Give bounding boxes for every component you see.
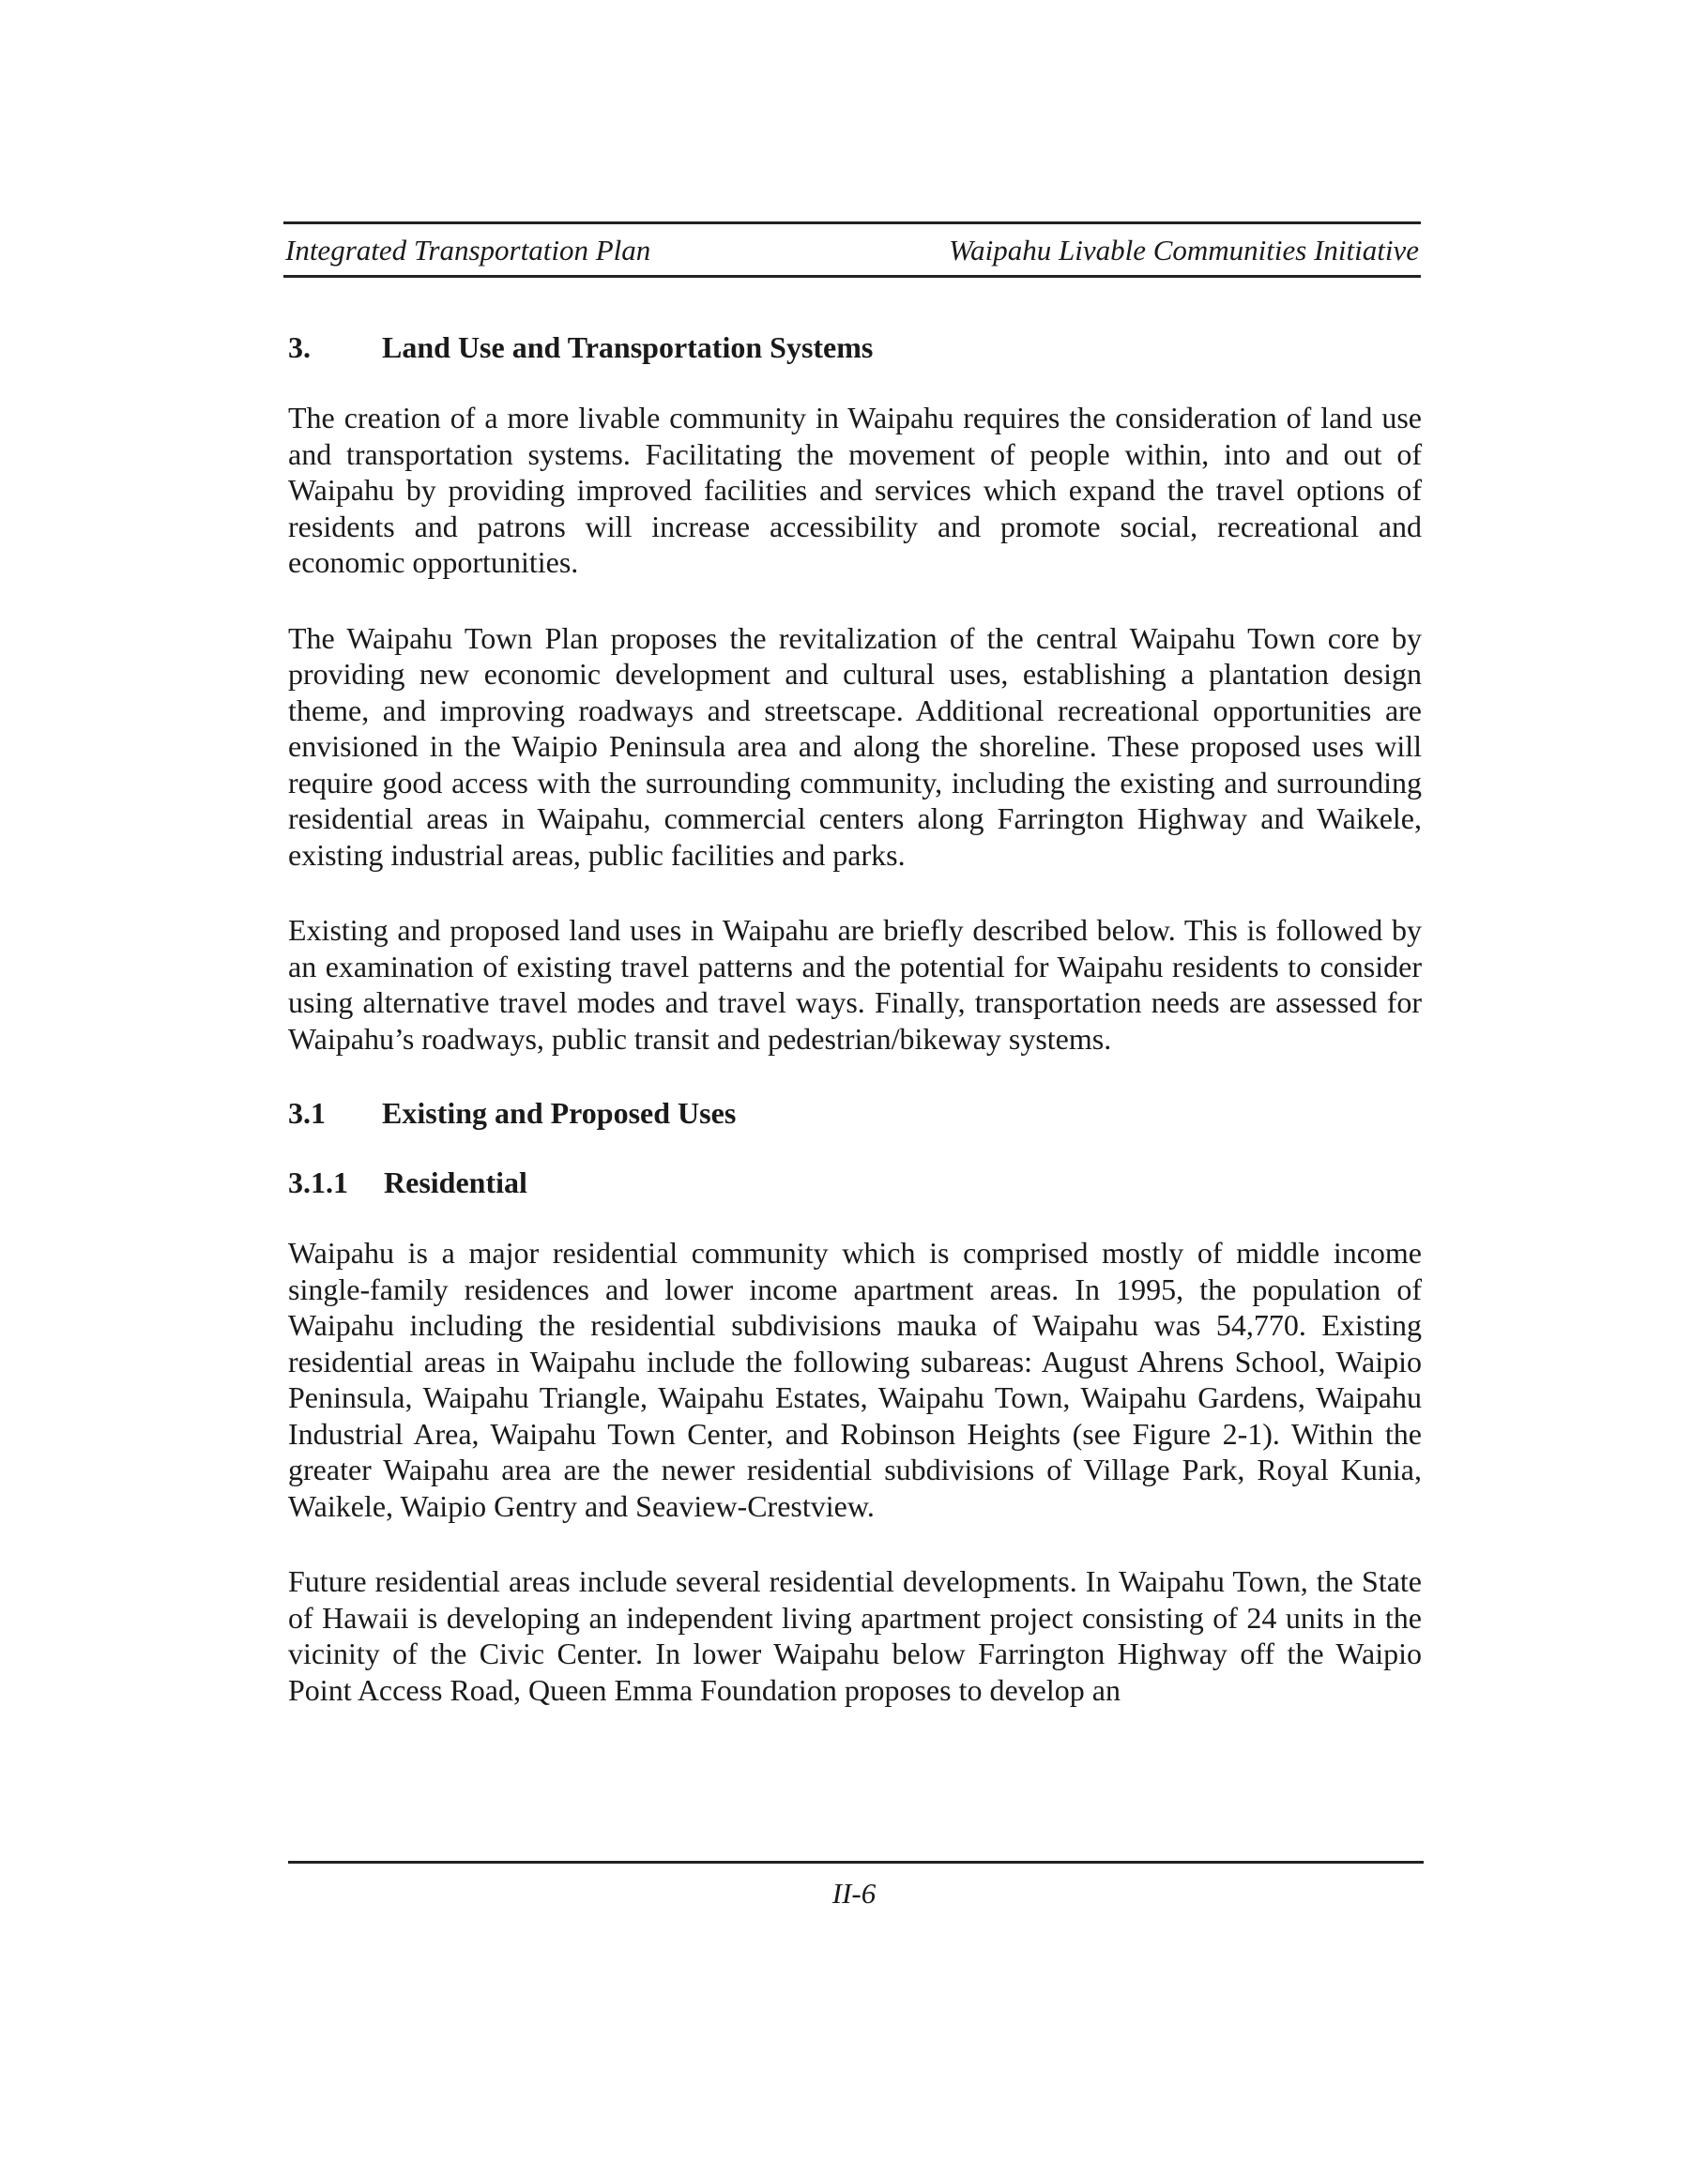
section-number: 3.: [288, 330, 311, 364]
page-content: [288, 328, 1422, 1708]
subsection-number: 3.1: [288, 1096, 326, 1130]
subsubsection-number: 3.1.1: [288, 1165, 348, 1199]
paragraph-intro-1: The creation of a more livable community in Waipahu requires the consideration of land use and transportation systems. Facilitating the movement of people within, into and out of Waipahu by providing improved facilities and services which expand the travel options of residents and patrons will increase accessibility and promote social, recreational and economic opportunities.: [288, 401, 1422, 579]
paragraph-intro-2: The Waipahu Town Plan proposes the revitalization of the central Waipahu Town core by providing new economic development and cultural uses, establishing a plantation design theme, and improving roadways and streetscape. Additional recreational opportunities are envisioned in the Waipio Peninsula area and along the shoreline. These proposed uses will require good access with the surrounding community, including the existing and surrounding residential areas in Waipahu, commercial centers along Farrington Highway and Waikele, existing industrial areas, public facilities and parks.: [288, 620, 1422, 872]
subsection-heading: [288, 1094, 1422, 1132]
paragraph-intro-3: Existing and proposed land uses in Waipahu are briefly described below. This is followed by an examination of existing travel patterns and the potential for Waipahu residents to consider using alternative travel modes and travel ways. Finally, transportation needs are assessed for Waipahu’s roadways, public transit and pedestrian/bikeway systems.: [288, 913, 1422, 1056]
paragraph-residential-1: Waipahu is a major residential community which is comprised mostly of middle income single-family residences and lower income apartment areas. In 1995, the population of Waipahu including the residential subdivisions mauka of Waipahu was 54,770. Existing residential areas in Waipahu include the following subareas: August Ahrens School, Waipio Peninsula, Waipahu Triangle, Waipahu Estates, Waipahu Town, Waipahu Gardens, Waipahu Industrial Area, Waipahu Town Center, and Robinson Heights (see Figure 2-1). Within the greater Waipahu area are the newer residential subdivisions of Village Park, Royal Kunia, Waikele, Waipio Gentry and Seaview-Crestview.: [288, 1236, 1422, 1523]
footer-divider: [288, 1861, 1424, 1864]
section-title: Land Use and Transportation Systems: [382, 330, 874, 364]
subsubsection-heading: [288, 1164, 1422, 1201]
page-number: II-6: [831, 1877, 877, 1910]
running-header: [283, 221, 1421, 278]
header-right-title: Waipahu Livable Communities Initiative: [949, 234, 1419, 267]
subsubsection-title: Residential: [384, 1165, 527, 1199]
subsection-title: Existing and Proposed Uses: [382, 1096, 737, 1130]
header-left-title: Integrated Transportation Plan: [285, 234, 651, 267]
paragraph-residential-2: Future residential areas include several residential developments. In Waipahu Town, the State of Hawaii is developing an independent living apartment project consisting of 24 units in the vicinity of the Civic Center. In lower Waipahu below Farrington Highway off the Waipio Point Access Road, Queen Emma Foundation proposes to develop an: [288, 1564, 1422, 1707]
section-heading: [288, 328, 1422, 366]
